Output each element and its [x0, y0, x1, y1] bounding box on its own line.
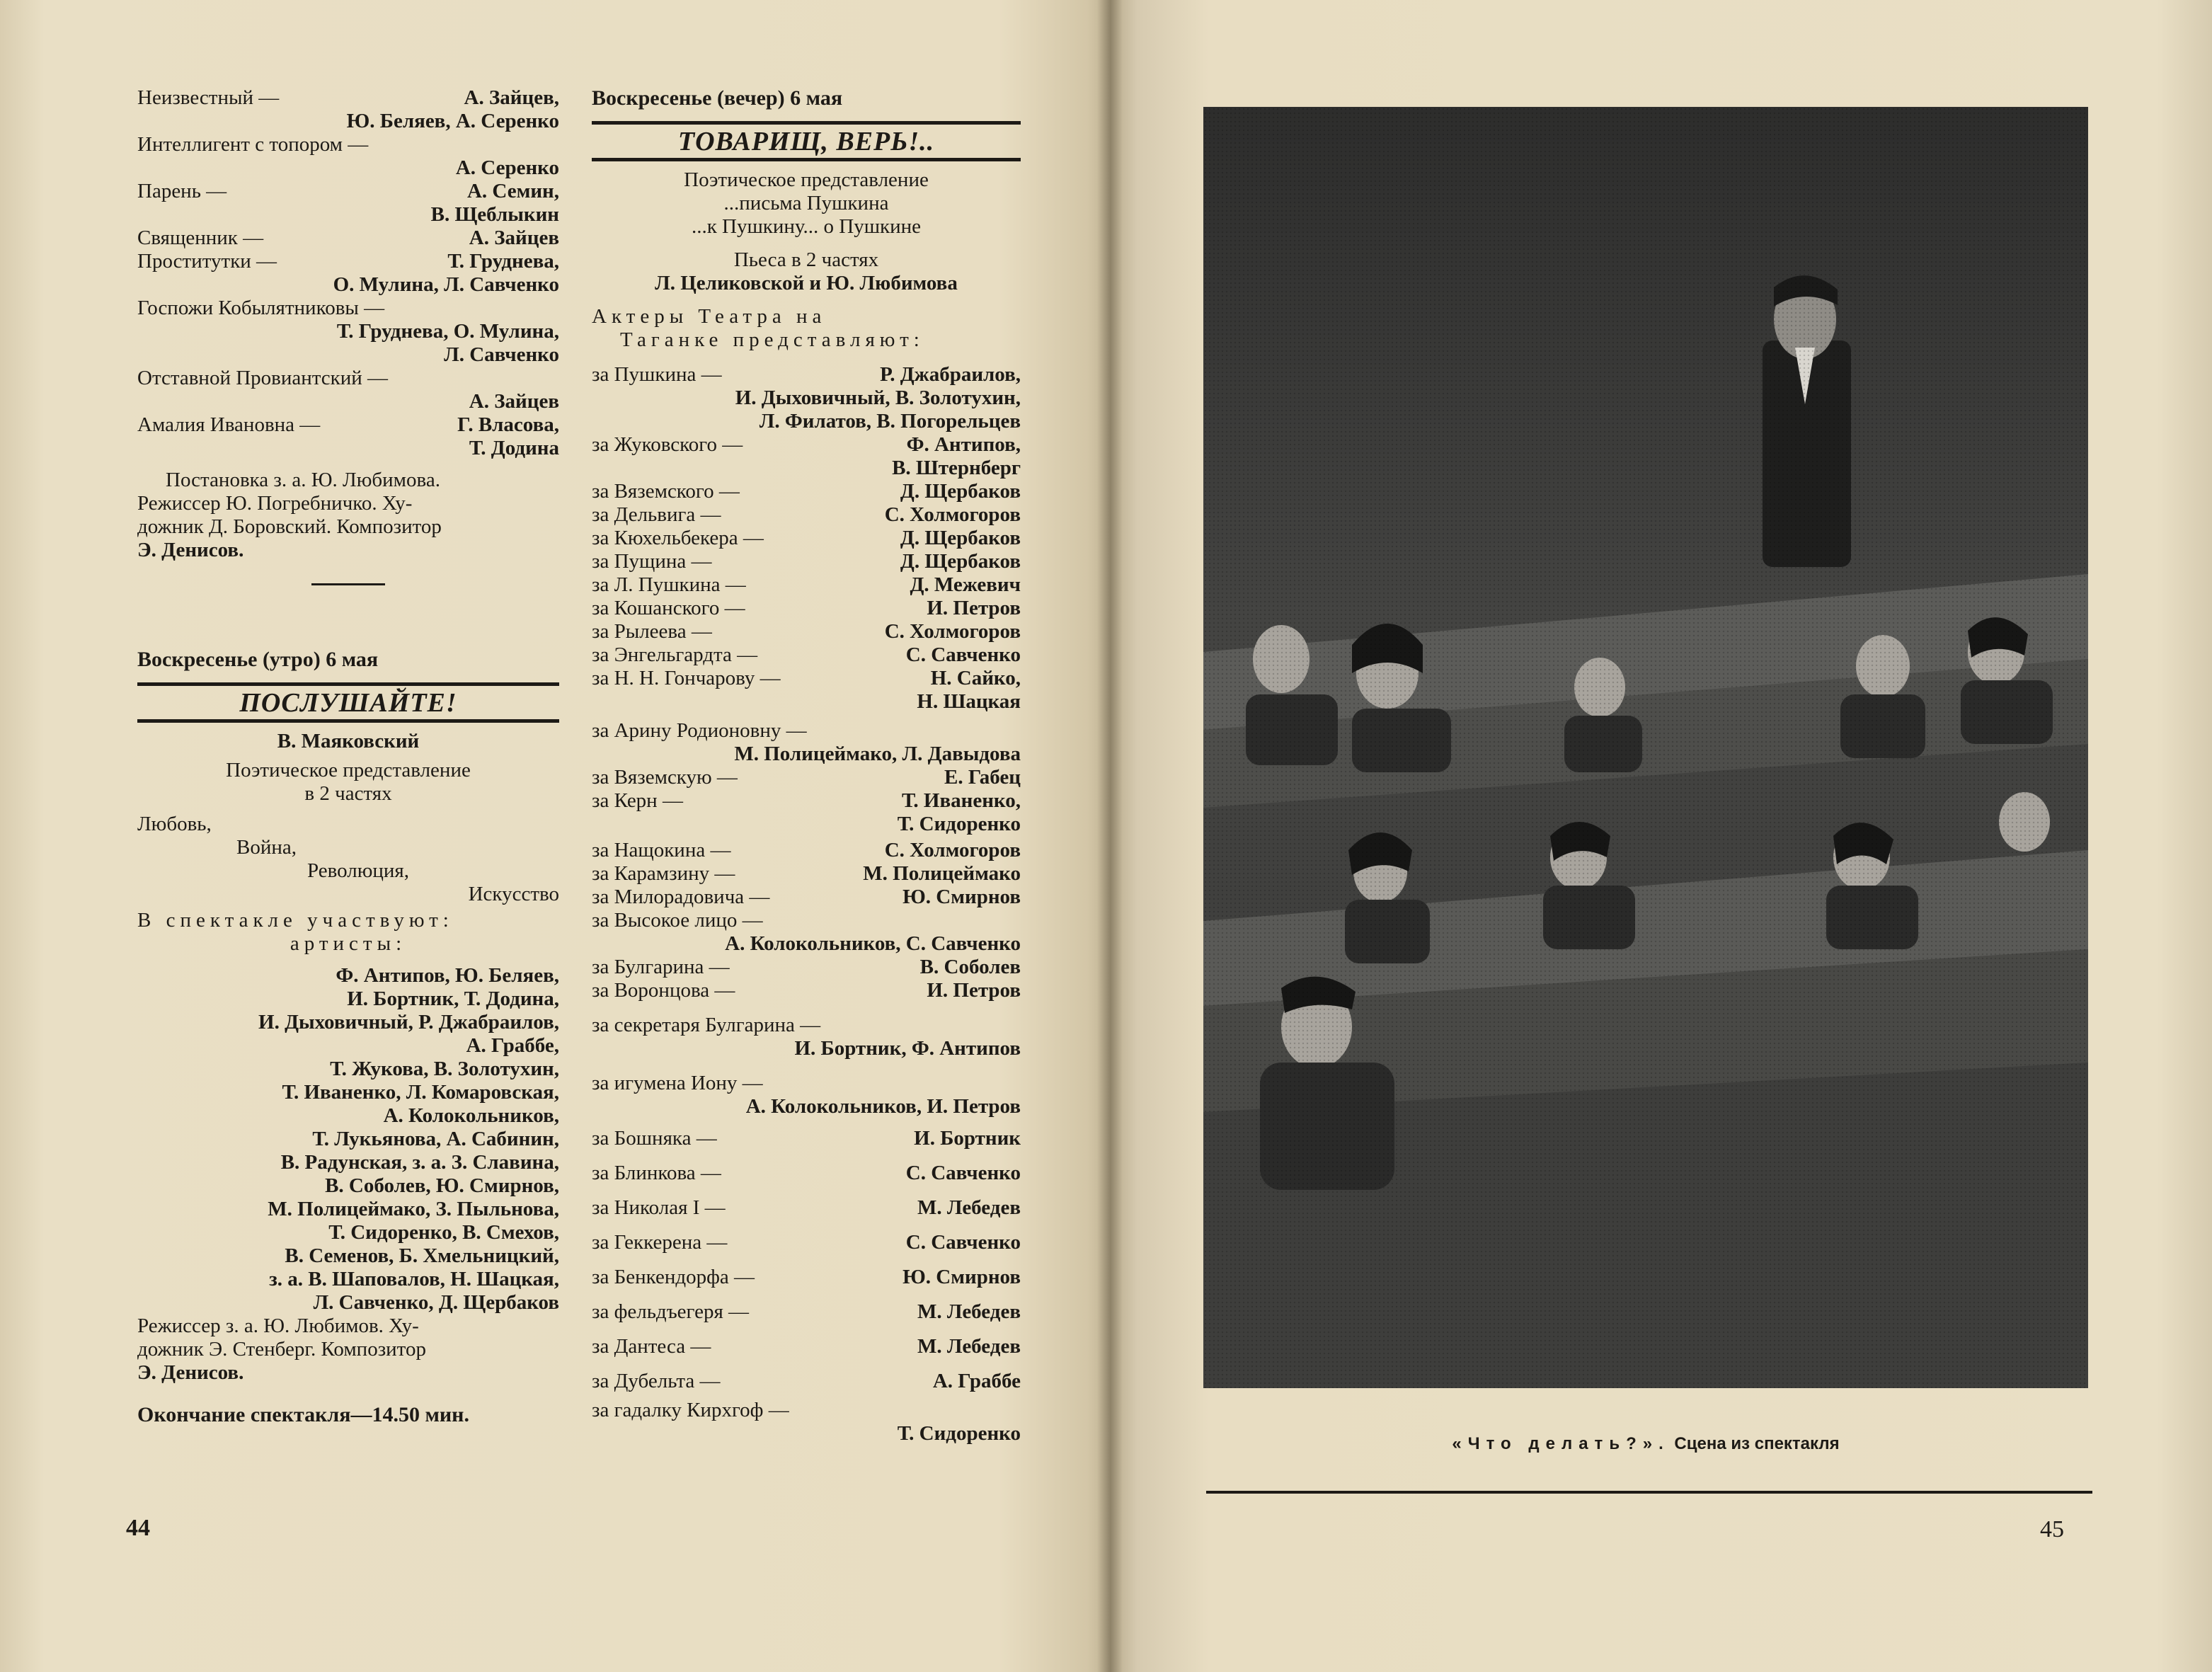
stage-photo	[1203, 107, 2088, 1388]
cast-row: Священник — А. Зайцев	[137, 227, 559, 249]
credits-1: Постановка з. а. Ю. Любимова. Режиссер Ю. Погребничко. Ху- дожник Д. Боровский. Композитор Э. Денисов.	[137, 469, 442, 561]
book-gutter	[1097, 0, 1123, 1672]
show-2-author: В. Маяковский	[277, 730, 420, 752]
cast-list-top: Неизвестный — А. Зайцев, Ю. Беляев, А. Серенко Интеллигент с топором — А. Серенко Парень — А. Семин, В. Щеблыкин Священник — А. Зайцев Проститутки — Т. Груднева, О. Мулина, Л. Савченко Госпожи Кобылятниковы — Т. Груднева, О. Мулина, Л. Савченко Отставной Провиантский — А. Зайцев Амалия Ивановна — Г. Власова, Т. Додина	[137, 86, 559, 459]
bottom-rule	[1206, 1491, 2092, 1494]
show-3-cast: за Пушкина — Р. Джабраилов, И. Дыховичный, В. Золотухин, Л. Филатов, В. Погорельцев за Жуковского — Ф. Антипов, В. Штернберг за Вяземского — Д. Щербаков за Дельвига — С. Холмогоров за Кюхельбекера — Д. Щербаков за Пущина — Д. Щербаков за Л. Пушкина — Д. Межевич за Кошанского — И. Петров за Рылеева — С. Холмогоров за Энгельгардта — С. Савченко за Н. Н. Гончарову — Н. Сайко, Н. Шацкая за Арину Родионовну — М. Полицеймако, Л. Давыдова за Вяземскую — Е. Габец за Керн — Т. Иваненко, Т. Сидоренко за Нащокина — С. Холмогоров за Карамзину — М. Полицеймако за Милорадовича — Ю. Смирнов за Высокое лицо — А. Колокольников, С. Савченко за Булгарина — В. Соболев за Воронцова — И. Петров за секретаря Булгарина — И. Бортник, Ф. Антипов за игумена Иону — А. Колокольников, И. Петров за Бошняка — И. Бортник за Блинкова — С. Савченко за Николая I — М. Лебедев за Геккерена — С. Савченко за Бенкендорфа — Ю. Смирнов за фельдъегеря — М. Лебедев за Дантеса — М. Лебедев за Дубельта — А. Граббе за гадалку Кирхгоф — Т. Сидоренко	[592, 363, 1021, 1445]
show-2-parts: Любовь, Война, Революция, Искусство	[137, 813, 559, 905]
show-2-title: ПОСЛУШАЙТЕ!	[239, 688, 457, 718]
title-rule-bottom	[137, 719, 559, 723]
cast-row: Амалия Ивановна — Г. Власова,	[137, 413, 559, 436]
show-3-title: ТОВАРИЩ, ВЕРЬ!..	[677, 127, 935, 156]
title-rule-bottom	[592, 158, 1021, 161]
cast-row: Проститутки — Т. Груднева,	[137, 250, 559, 273]
middle-column: Воскресенье (вечер) 6 мая ТОВАРИЩ, ВЕРЬ!.. Поэтическое представление ...письма Пушкина ...к Пушкину... о Пушкине Пьеса в 2 частях Л. Целиковской и Ю. Любимова Актеры Театра на Таганке представляют: за Пушкина — Р. Джабраилов, И. Дыховичный, В. Золотухин, Л. Филатов, В. Погорельцев за Жуковского — Ф. Антипов, В. Штернберг за Вяземского — Д. Щербаков за Дельвига — С. Холмогоров за Кюхельбекера — Д. Щербаков за Пущина — Д. Щербаков за Л. Пушкина — Д. Межевич за Кошанского — И. Петров за Рылеева — С. Холмогоров за Энгельгардта — С. Савченко за Н. Н. Гончарову — Н. Сайко, Н. Шацкая за Арину Родионовну — М. Полицеймако, Л. Давыдова за Вяземскую — Е. Габец за Керн — Т. Иваненко, Т. Сидоренко за Нащокина — С. Холмогоров за Карамзину — М. Полицеймако за Милорадовича — Ю. Смирнов за Высокое лицо — А. Колокольников, С. Савченко за Булгарина — В. Соболев за Воронцова — И. Петров за секретаря Булгарина — И. Бортник, Ф. Антипов за игумена Иону — А. Колокольников, И. Петров за Бошняка — И. Бортник за Блинкова — С. Савченко за Николая I — М. Лебедев за Геккерена — С. Савченко за Бенкендорфа — Ю. Смирнов за фельдъегеря — М. Лебедев за Дантеса — М. Лебедев за Дубельта — А. Граббе за гадалку Кирхгоф — Т. Сидоренко	[592, 86, 1021, 1445]
show-2-heading: Воскресенье (утро) 6 мая	[137, 648, 379, 671]
section-divider	[311, 583, 385, 585]
cast-row: Парень — А. Семин,	[137, 180, 559, 202]
stage-photo-illustration	[1203, 107, 2088, 1388]
left-column: Неизвестный — А. Зайцев, Ю. Беляев, А. Серенко Интеллигент с топором — А. Серенко Парень — А. Семин, В. Щеблыкин Священник — А. Зайцев Проститутки — Т. Груднева, О. Мулина, Л. Савченко Госпожи Кобылятниковы — Т. Груднева, О. Мулина, Л. Савченко Отставной Провиантский — А. Зайцев Амалия Ивановна — Г. Власова, Т. Додина Постановка з. а. Ю. Любимова. Режиссер Ю. Погребничко. Ху- дожник Д. Боровский. Композитор Э. Денисов. Воскресенье (утро) 6 мая ПОСЛУШАЙТЕ! В. Маяковский Поэтическое представление в 2 частях Любовь, Война, Революция, Искусство В спектакле участвуют: артисты: Ф. Антипов, Ю. Беляев, И. Бортник, Т. Додина, И. Дыховичный, Р. Джабраилов, А. Граббе, Т. Жукова, В. Золотухин, Т. Иваненко, Л. Комаровская, А. Колокольников, Т. Лукьянова, А. Сабинин, В. Радунская, з. а. З. Славина, В. Соболев, Ю. Смирнов, М. Полицеймако, З. Пыльнова, Т. Сидоренко, В. Смехов, В. Семенов, Б. Хмельницкий, з. а. В. Шаповалов, Н. Шацкая, Л. Савченко, Д. Щербаков Режиссер з. а. Ю. Любимов. Ху- дожник Э. Стенберг. Композитор Э. Денисов. Окончание спектакля—14.50 мин.	[137, 86, 559, 1426]
end-time: Окончание спектакля—14.50 мин.	[137, 1403, 469, 1426]
photo-caption: «Что делать?». Сцена из спектакля	[1452, 1434, 1840, 1453]
credits-2: Режиссер з. а. Ю. Любимов. Ху- дожник Э. Стенберг. Композитор Э. Денисов.	[137, 1315, 426, 1384]
page-number-left: 44	[126, 1515, 150, 1541]
page-number-right: 45	[2040, 1516, 2064, 1542]
cast-row: Неизвестный — А. Зайцев,	[137, 86, 559, 109]
show-3-heading: Воскресенье (вечер) 6 мая	[592, 86, 843, 110]
show-2-actors: Ф. Антипов, Ю. Беляев, И. Бортник, Т. Додина, И. Дыховичный, Р. Джабраилов, А. Граббе, Т. Жукова, В. Золотухин, Т. Иваненко, Л. Комаровская, А. Колокольников, Т. Лукьянова, А. Сабинин, В. Радунская, з. а. З. Славина, В. Соболев, Ю. Смирнов, М. Полицеймако, З. Пыльнова, Т. Сидоренко, В. Смехов, В. Семенов, Б. Хмельницкий, з. а. В. Шаповалов, Н. Шацкая, Л. Савченко, Д. Щербаков	[258, 964, 559, 1314]
